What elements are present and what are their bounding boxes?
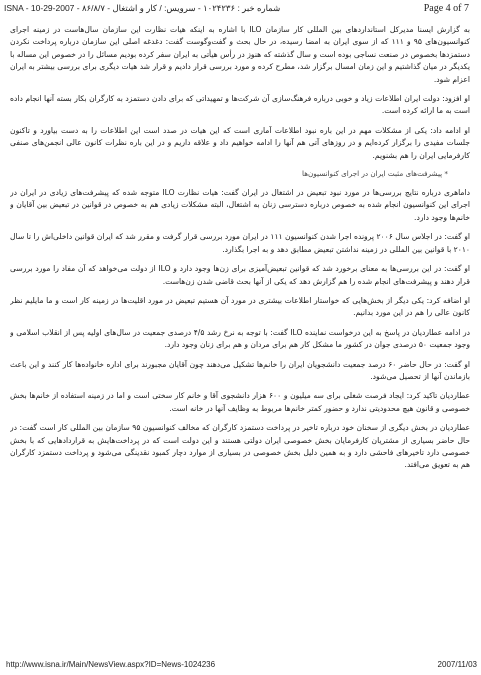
paragraph: او گفت: در این بررسی‌ها به معنای برخورد شد که قوانین تبعیض‌آمیزی برای زن‌ها وجود دارد و ILO از دولت می‌خواهد که آن مفاد را مورد بررسی قرار دهند و پیشرفت‌های انجام شده را هم گزارش دهد که یکی از آنها بحث قاضی شدن زن‌هاست. — [10, 264, 470, 286]
paragraph: داماهری درباره نتایج بررسی‌ها در مورد نبود تبعیض در اشتغال در ایران گفت: هیات نظارت ILO متوجه شده که پیشرفت‌های زیادی در ایران در اجرای این کنوانسیون انجام شده به خصوص درباره دسترسی زنان به اشتغال، البته مشکلات زیادی هم به خصوص در قوانین در تبعیض بین آقایان و خانم‌ها وجود دارد. — [10, 188, 470, 222]
paragraph: او گفت: در اجلاس سال ۲۰۰۶ پرونده اجرا شدن کنوانسیون ۱۱۱ در ایران مورد بررسی قرار گرفت و مقرر شد که ایران قوانین داخلی‌اش را تا سال ۲۰۱۰ با قوانین بین المللی در زمینه نداشتن تبعیض مطابق دهد و به اجرا بگذارد. — [10, 232, 470, 254]
page-header — [0, 0, 481, 22]
page-footer — [0, 660, 481, 675]
article-body — [10, 24, 470, 650]
paragraph: به گزارش ایسنا مدیرکل استانداردهای بین المللی کار سازمان ILO با اشاره به اینکه هیات نظارت این سازمان سال‌هاست در زمینه اجرای کنوانسیون‌های ۹۵ و ۱۱۱ که از سوی ایران به امضا رسیده، در حال بحث و گفت‌وگوست گفت: دغدغه اصلی این سازمان درباره پرداخت نکردن دستمزدها بخصوص در صنعت نساجی بوده است و سال گذشته که هنوز در رأس هیأتی به ایران سفر کرده بودیم مسائل را در خصوص این مساله با یکدیگر در میان گذاشتیم و این زمان امسال برگزار شد، مطرح کرده و مورد بررسی قرار دادیم و قرار شد هیات دیگری برای بررسی بیشتر به ایران اعزام شود. — [10, 25, 470, 84]
print-date: 2007/11/03 — [437, 660, 477, 669]
paragraph: او اضافه کرد: یکی دیگر از بخش‌هایی که خواستار اطلاعات بیشتری در مورد آن هستیم تبعیض در مورد اقلیت‌ها در زمینه کار است و ما مایلیم نظر کانون عالی را هم در این مورد بدانیم. — [10, 295, 470, 318]
header-source: ISNA - 10-29-2007 - ۸۶/۸/۷ - شماره خبر : ۱۰۲۴۲۳۶ - سرویس: / کار و اشتغال — [4, 3, 281, 13]
paragraph: عطاردیان تاکید کرد: ایجاد فرصت شغلی برای سه میلیون و ۶۰۰ هزار دانشجوی آقا و خانم کار سختی است و اما در زمینه استفاده از خانم‌ها بخش خصوصی و قانون هیچ محدودیتی ندارد و حضور کمتر خانم‌ها مربوط به وظایف آنها در خانه است. — [10, 391, 470, 413]
source-url: http://www.isna.ir/Main/NewsView.aspx?ID=News-1024236 — [6, 660, 216, 669]
paragraph: او ادامه داد: یکی از مشکلات مهم در این باره نبود اطلاعات آماری است که این هیات در صدد است این اطلاعات را به دست بیاورد و تاکنون جلسات مفیدی را برگزار کرده‌ایم و در روزهای آتی هم آنها را ادامه خواهیم داد و علاقه داریم و در این باره نظرات کانون عالی انجمن‌های صنفی کارفرمایی ایران را هم بشنویم. — [10, 125, 470, 160]
page-number: Page 4 of 7 — [423, 3, 469, 14]
paragraph: او گفت: در حال حاضر ۶۰ درصد جمعیت دانشجویان ایران را خانم‌ها تشکیل می‌دهند چون آقایان مجبورند برای اداره خانواده‌ها کار کنند و این باعث بازماندن آنها از تحصیل می‌شود. — [10, 359, 470, 381]
paragraph: عطاردیان در بخش دیگری از سخنان خود درباره تاخیر در پرداخت دستمزد کارگران که مخالف کنوانسیون ۹۵ سازمان بین المللی کار است گفت: در حال حاضر بسیاری از مشتریان کارفرمایان بخش خصوصی ایران دولتی هستند و این دولت است که در پرداخت‌هایش به قراردادهایی که با بخش خصوصی دارد تاخیرهای فاحشی دارد و به همین دلیل بخش خصوصی در بسیاری از موارد دچار کمبود نقدینگی می‌شود و پرداخت دستمزد کارگران هم به تعویق می‌افتد. — [10, 423, 470, 470]
subheading: * پیشرفت‌های مثبت ایران در اجرای کنوانسیون‌ها — [302, 169, 448, 179]
paragraph: او افزود: دولت ایران اطلاعات زیاد و خوبی درباره فرهنگ‌سازی آن شرکت‌ها و تمهیداتی که برای دادن دستمزد به کارگران بکار بسته آنها انجام داده است به ما ارائه کرده است. — [10, 94, 470, 116]
paragraph: در ادامه عطاردیان در پاسخ به این درخواست نماینده ILO گفت: با توجه به نرخ رشد ۴/۵ درصدی جمعیت در سال‌های اولیه پس از انقلاب اسلامی و وجود جمعیت ۵۰ درصدی جوان در کشور ما مشکل کار هم برای مردان و هم برای زنان وجود دارد. — [10, 327, 470, 350]
